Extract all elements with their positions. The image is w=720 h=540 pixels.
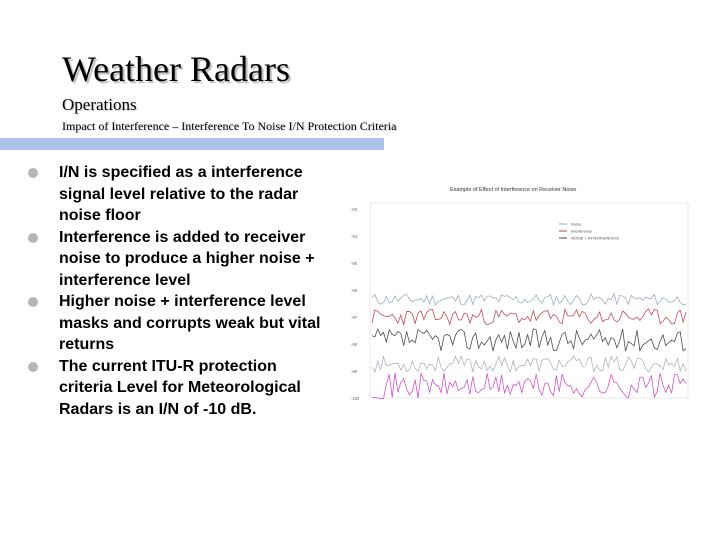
legend-entry: Interference [571,228,593,234]
bullet-text: Higher noise + interference level masks and corrupts weak but vital returns [59,293,321,353]
bullet-item [28,162,328,227]
series-line [372,329,686,352]
bullet-text: Interference is added to receiver noise to produce a higher noise + interference level [59,228,315,289]
bullet-text: I/N is specified as a interference signal level relative to the radar noise floor [59,164,303,224]
y-tick-label: -96 [351,288,358,293]
series-line [372,294,686,305]
y-tick-label: -97 [351,315,358,320]
series-line [372,373,686,399]
bullet-dot-icon [28,362,38,372]
chart-title: Example of Effect of Interference on Receiver Noise [450,187,577,193]
y-tick-label: -94 [351,234,358,239]
legend-entry: Noise [571,221,582,227]
y-tick-label: -98 [351,342,358,347]
bullet-item [28,356,328,421]
slide-subsubtitle: Impact of Interference – Interference To Noise I/N Protection Criteria [62,119,397,133]
y-tick-label: -99 [351,369,358,374]
bullet-dot-icon [28,168,38,178]
bullet-dot-icon [28,233,38,243]
bullet-item [28,291,328,356]
bullet-dot-icon [28,297,38,307]
bullet-text: The current ITU-R protection criteria Level for Meteorological Radars is an I/N of -10 dB. [59,357,301,418]
y-tick-label: -95 [351,261,358,266]
y-tick-label: -93 [351,207,358,212]
header-accent-bar [0,138,384,150]
slide-title: Weather Radars [62,49,290,89]
slide-subtitle: Operations [62,95,137,114]
y-tick-label: -100 [351,396,360,401]
series-line [372,309,686,325]
series-line [372,356,686,372]
bullet-list [28,162,328,420]
interference-noise-chart [345,183,690,408]
bullet-item [28,227,328,292]
chart-plot-area [370,203,688,398]
legend-entry: NOISE + INTERFERENCE [571,235,620,241]
